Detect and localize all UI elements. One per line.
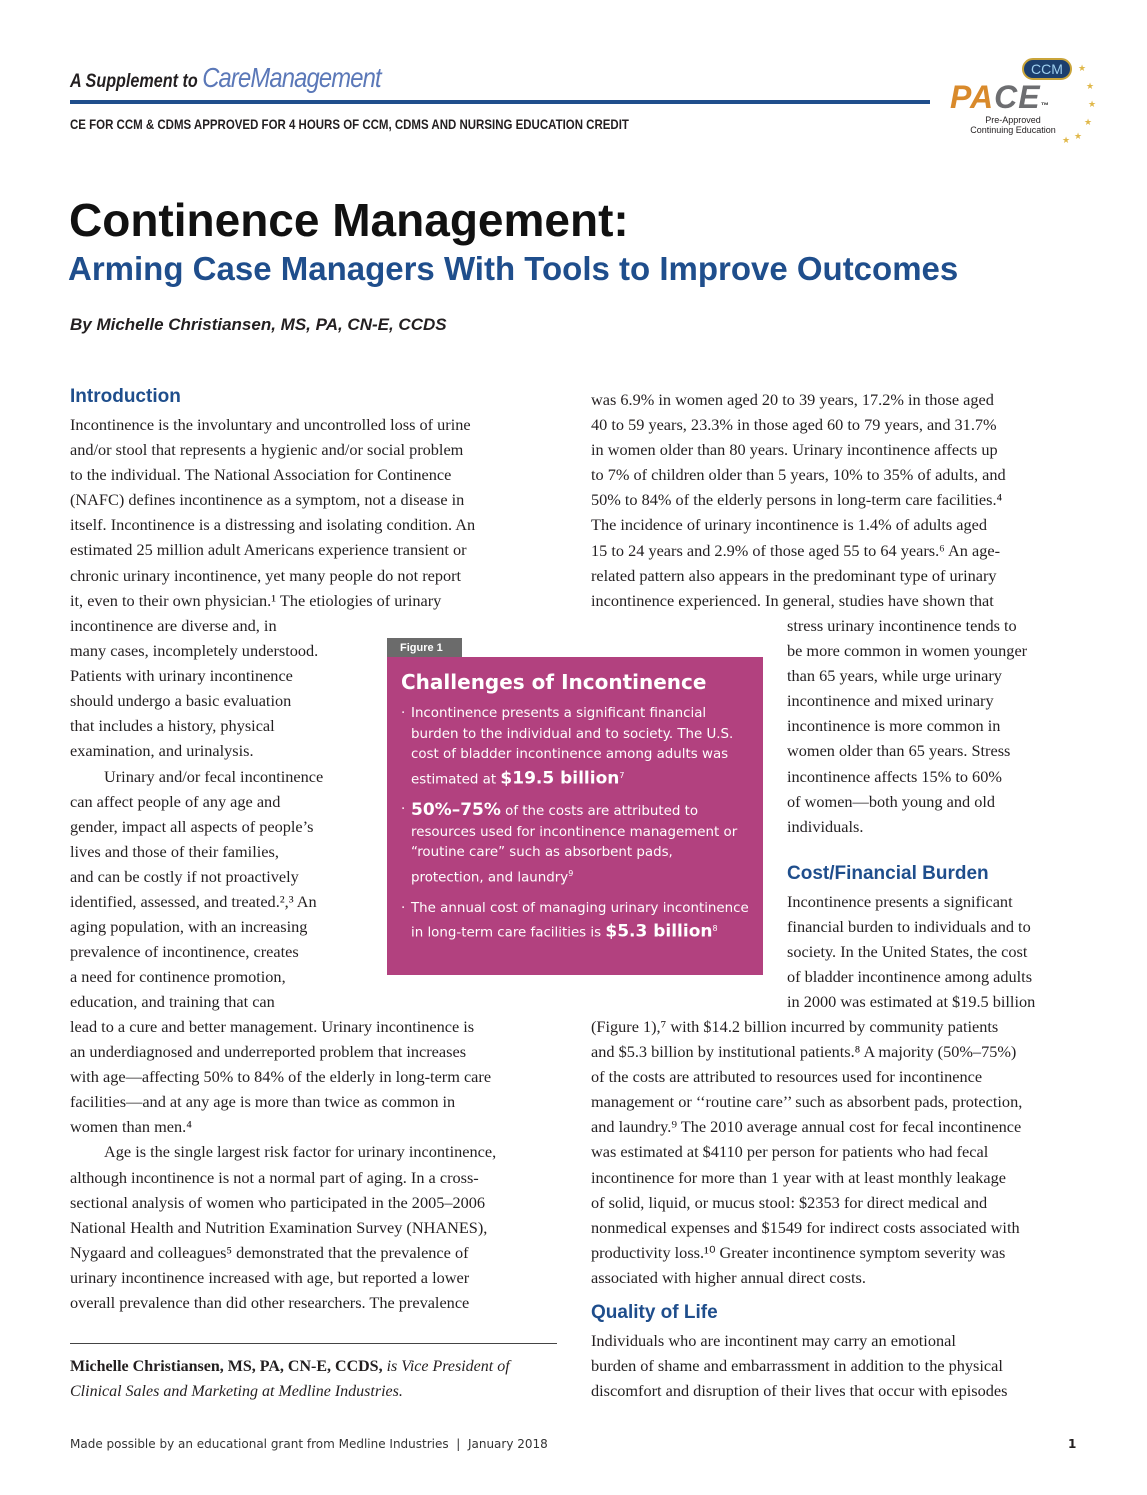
figure-bullet — [401, 704, 749, 790]
text-line: it, even to their own physician.¹ The etiologies of urinary — [70, 590, 442, 610]
text-line: was estimated at $4110 per person for patients who had fecal — [591, 1142, 989, 1162]
text-line: incontinence is more common in — [787, 716, 1001, 736]
care-management-brand: CareManagement — [202, 62, 381, 93]
text-line: women than men.⁴ — [70, 1117, 192, 1137]
figure-bullet — [401, 800, 749, 888]
star-icon: ★ — [1086, 81, 1095, 91]
text-line: to the individual. The National Association for Continence — [70, 465, 452, 485]
text-line: can affect people of any age and — [70, 791, 281, 811]
right-body-block — [591, 387, 1006, 613]
byline: By Michelle Christiansen, MS, PA, CN-E, CCDS — [70, 315, 447, 334]
page-number: 1 — [1068, 1437, 1077, 1451]
text-line: of women—both young and old — [787, 791, 996, 811]
star-icon: ★ — [1074, 131, 1083, 141]
text-line: incontinence and mixed urinary — [787, 691, 994, 711]
heading-quality-of-life: Quality of Life — [591, 1302, 718, 1323]
text-line: be more common in women younger — [787, 641, 1028, 661]
text-line: with age—affecting 50% to 84% of the elderly in long-term care — [70, 1067, 492, 1087]
author-bio — [70, 1354, 510, 1404]
header-rule — [70, 100, 930, 104]
figure-tab: Figure 1 — [387, 638, 462, 658]
right-wrap-block — [787, 613, 1027, 839]
text-line: prevalence of incontinence, creates — [70, 942, 299, 962]
bio-name: Michelle Christiansen, MS, PA, CN-E, CCDS, — [70, 1358, 383, 1375]
text-line: and can be costly if not proactively — [70, 866, 299, 886]
text-line: The incidence of urinary incontinence is 1.4% of adults aged — [591, 515, 988, 535]
text-line: of the costs are attributed to resources used for incontinence — [591, 1067, 983, 1087]
text-line: in 2000 was estimated at $19.5 billion — [787, 992, 1036, 1012]
intro-text-block — [70, 412, 475, 613]
bullet-text: of the costs are attributed to resources used for incontinence management or “routine care” such as absorbent pads, protection, and laundry — [411, 804, 738, 886]
pace-wordmark — [950, 79, 1050, 116]
text-line: incontinence affects 15% to 60% — [787, 766, 1002, 786]
text-line: 50% to 84% of the elderly persons in long-term care facilities.⁴ — [591, 490, 1003, 510]
text-line: was 6.9% in women aged 20 to 39 years, 17.2% in those aged — [591, 390, 994, 409]
text-line: an underdiagnosed and underreported problem that increases — [70, 1042, 467, 1062]
text-line: incontinence for more than 1 year with at least monthly leakage — [591, 1167, 1007, 1187]
text-line: although incontinence is not a normal part of aging. In a cross- — [70, 1167, 479, 1187]
text-line: many cases, incompletely understood. — [70, 641, 319, 661]
text-line: in women older than 80 years. Urinary incontinence affects up — [591, 440, 998, 460]
text-line: and $5.3 billion by institutional patients.⁸ A majority (50%–75%) — [591, 1042, 1017, 1062]
text-line: 15 to 24 years and 2.9% of those aged 55 to 64 years.⁶ An age- — [591, 540, 1000, 560]
text-line: National Health and Nutrition Examination Survey (NHANES), — [70, 1217, 488, 1237]
text-line: and laundry.⁹ The 2010 average annual cost for fecal incontinence — [591, 1117, 1022, 1137]
star-icon: ★ — [1062, 135, 1071, 145]
text-line: of bladder incontinence among adults — [787, 967, 1033, 987]
text-line: incontinence experienced. In general, studies have shown that — [591, 590, 994, 610]
ref: 9 — [568, 868, 574, 878]
text-line: 40 to 59 years, 23.3% in those aged 60 to 79 years, and 31.7% — [591, 415, 997, 435]
pace-pa: PA — [950, 79, 995, 115]
text-line: related pattern also appears in the predominant type of urinary — [591, 565, 997, 585]
text-line: Age is the single largest risk factor for urinary incontinence, — [104, 1142, 497, 1162]
text-line: gender, impact all aspects of people’s — [70, 816, 314, 836]
ref: 7 — [619, 770, 625, 780]
page-title: Continence Management: — [69, 194, 629, 246]
cost-body-block — [591, 1014, 1022, 1290]
bio-divider — [70, 1343, 557, 1344]
text-line: chronic urinary incontinence, yet many people do not report — [70, 565, 462, 585]
figure-1-box — [387, 657, 763, 975]
bio-role-cont: Clinical Sales and Marketing at Medline Industries. — [70, 1383, 403, 1400]
text-line: Nygaard and colleagues⁵ demonstrated that the prevalence of — [70, 1242, 469, 1262]
text-line: a need for continence promotion, — [70, 967, 286, 987]
text-line: burden of shame and embarrassment in addition to the physical — [591, 1356, 1003, 1376]
text-line: estimated 25 million adult Americans experience transient or — [70, 540, 467, 560]
figure-title: Challenges of Incontinence — [401, 670, 707, 694]
text-line: productivity loss.¹⁰ Greater incontinence symptom severity was — [591, 1242, 1006, 1262]
text-line: overall prevalence than did other researchers. The prevalence — [70, 1293, 470, 1313]
text-line: examination, and urinalysis. — [70, 741, 254, 761]
text-line: lead to a cure and better management. Urinary incontinence is — [70, 1017, 475, 1036]
text-line: (Figure 1),⁷ with $14.2 billion incurred by community patients — [591, 1017, 999, 1036]
text-line: women older than 65 years. Stress — [787, 741, 1011, 761]
text-line: than 65 years, while urge urinary — [787, 666, 1002, 686]
text-line: itself. Incontinence is a distressing and isolating condition. An — [70, 515, 476, 535]
pre-approved-text — [958, 115, 1068, 135]
text-line: identified, assessed, and treated.²,³ An — [70, 892, 317, 912]
text-line: of solid, liquid, or mucus stool: $2353 for direct medical and — [591, 1192, 988, 1212]
supplement-line — [70, 62, 381, 94]
text-line: Individuals who are incontinent may carry an emotional — [591, 1331, 956, 1350]
intro-wrap-block — [70, 613, 323, 1015]
text-line: society. In the United States, the cost — [787, 942, 1028, 962]
text-line: Incontinence is the involuntary and uncontrolled loss of urine — [70, 415, 471, 434]
text-line: stress urinary incontinence tends to — [787, 616, 1017, 635]
text-line: and/or stool that represents a hygienic and/or social problem — [70, 440, 464, 460]
ccm-badge: CCM — [1022, 58, 1072, 80]
text-line: incontinence are diverse and, in — [70, 616, 277, 635]
text-line: education, and training that can — [70, 992, 275, 1012]
text-line: that includes a history, physical — [70, 716, 275, 736]
page-subtitle: Arming Case Managers With Tools to Improve Outcomes — [68, 250, 959, 287]
text-line: aging population, with an increasing — [70, 917, 308, 937]
pace-ce: CE — [994, 79, 1041, 115]
text-line: urinary incontinence increased with age, but reported a lower — [70, 1267, 470, 1287]
figure-bullets — [401, 704, 749, 944]
text-line: Urinary and/or fecal incontinence — [104, 766, 324, 786]
text-line: discomfort and disruption of their lives that occur with episodes — [591, 1381, 1008, 1401]
ref: 8 — [712, 924, 718, 934]
text-line: nonmedical expenses and $1549 for indirect costs associated with — [591, 1217, 1020, 1237]
bullet-text: Incontinence presents a significant financial burden to the individual and to society. The U.S. cost of bladder incontinence among adults was estimated at — [411, 706, 734, 787]
left-body-block — [70, 1014, 496, 1315]
bullet-highlight: $5.3 billion — [605, 921, 713, 942]
logo-line1: Pre-Approved — [985, 115, 1041, 125]
text-line: sectional analysis of women who participated in the 2005–2006 — [70, 1192, 486, 1212]
logo-line2: Continuing Education — [970, 125, 1056, 135]
cost-wrap-block — [787, 889, 1035, 1014]
ccm-pace-logo — [940, 55, 1100, 145]
text-line: associated with higher annual direct costs. — [591, 1267, 866, 1287]
text-line: (NAFC) defines incontinence as a symptom, not a disease in — [70, 490, 465, 510]
heading-cost: Cost/Financial Burden — [787, 863, 989, 884]
bio-role: is Vice President of — [382, 1358, 510, 1375]
supplement-prefix: A Supplement to — [70, 71, 198, 92]
text-line: should undergo a basic evaluation — [70, 691, 292, 711]
text-line: lives and those of their families, — [70, 841, 279, 861]
bullet-text: The annual cost of managing urinary incontinence in long-term care facilities is — [411, 900, 749, 941]
quality-body-block — [591, 1328, 1007, 1403]
heading-introduction: Introduction — [70, 386, 181, 407]
bullet-highlight: 50%–75% — [411, 800, 501, 821]
text-line: management or ‘‘routine care’’ such as absorbent pads, protection, — [591, 1092, 1023, 1112]
ce-credit-line: CE FOR CCM & CDMS APPROVED FOR 4 HOURS OF CCM, CDMS AND NURSING EDUCATION CREDIT — [70, 116, 629, 132]
text-line: to 7% of children older than 5 years, 10% to 35% of adults, and — [591, 465, 1006, 485]
figure-bullet — [401, 899, 749, 944]
text-line: Patients with urinary incontinence — [70, 666, 293, 686]
trademark: ™ — [1040, 101, 1050, 110]
footer-text: Made possible by an educational grant from Medline Industries | January 2018 — [70, 1437, 548, 1451]
text-line: financial burden to individuals and to — [787, 917, 1031, 937]
star-icon: ★ — [1078, 63, 1087, 73]
star-icon: ★ — [1084, 117, 1093, 127]
text-line: facilities—and at any age is more than twice as common in — [70, 1092, 456, 1112]
bullet-highlight: $19.5 billion — [500, 767, 620, 788]
text-line: individuals. — [787, 816, 864, 836]
star-icon: ★ — [1088, 99, 1097, 109]
text-line: Incontinence presents a significant — [787, 892, 1013, 911]
